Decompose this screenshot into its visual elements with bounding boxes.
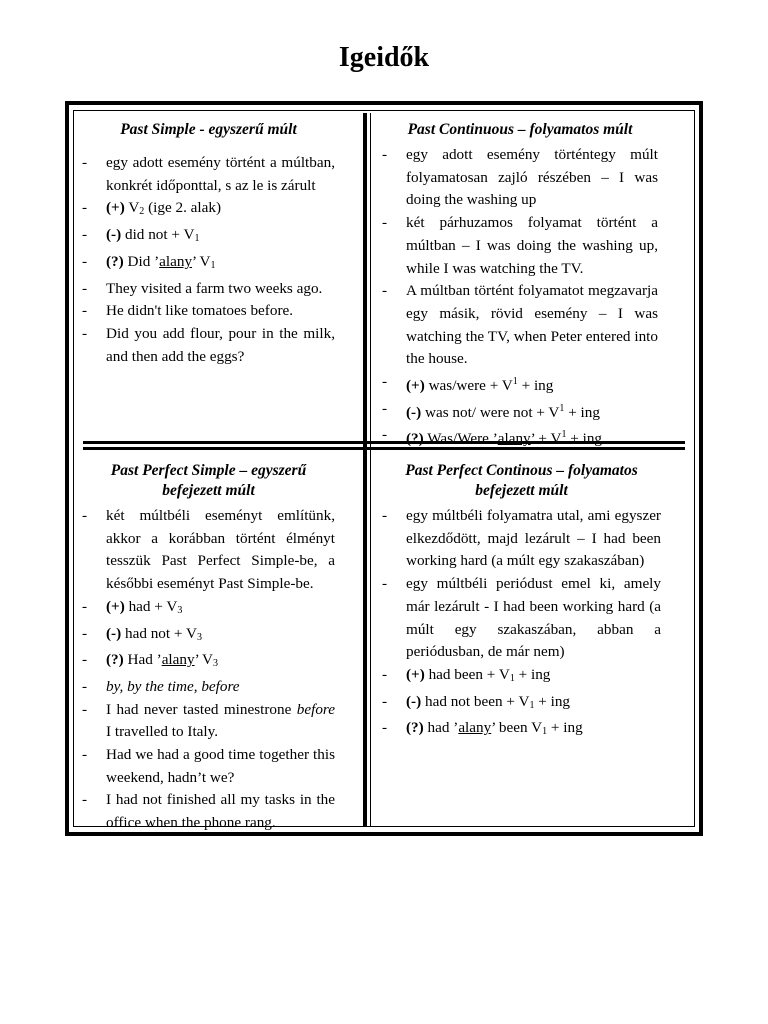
list-item: - két párhuzamos folyamat történt a múltban – I was doing the washing up, while I was watching the TV. — [382, 212, 658, 280]
cell-heading: Past Simple - egyszerű múlt — [120, 121, 297, 138]
list-item: - (+) $V_2$ (ige 2. alak) — [82, 197, 335, 224]
bullet-list — [82, 152, 335, 368]
cell-heading-line1: Past Perfect Continous – folyamatos — [405, 462, 638, 479]
column-divider — [363, 113, 367, 827]
cell-heading — [382, 461, 661, 501]
list-item: - (?) Had ’alany’ $V_3$ — [82, 649, 335, 676]
list-item: - (-) had not + $V_3$ — [82, 623, 335, 650]
list-item: - (+) had been + $V_1$ + ing — [382, 664, 661, 691]
cell-heading — [82, 461, 335, 501]
list-item: - They visited a farm two weeks ago. — [82, 278, 335, 301]
list-item: - két múltbéli eseményt említünk, akkor a korábban történt élményt tesszük Past Perfect Simple-be, a későbbi eseményt Past Simple-be. — [82, 505, 335, 596]
cell-past-perfect-simple — [82, 461, 335, 835]
cell-past-simple — [82, 120, 335, 368]
list-item: - (-) was not/ were not + $V^1$ + ing — [382, 398, 658, 425]
list-item: - (?) Did ’alany’ $V_1$ — [82, 251, 335, 278]
list-item: - (?) Was/Were ’alany’ + $V^1$ + ing — [382, 424, 658, 451]
list-item: - (?) had ’alany’ been $V_1$ + ing — [382, 717, 661, 744]
list-item: - (-) did not + $V_1$ — [82, 224, 335, 251]
cell-past-continuous — [382, 120, 658, 451]
cell-heading-line2: befejezett múlt — [162, 482, 255, 499]
bullet-list — [82, 505, 335, 835]
list-item: - egy adott esemény történtegy múlt folyamatosan zajló részében – I was doing the washing up — [382, 144, 658, 212]
bullet-list — [382, 505, 661, 744]
list-item: - He didn't like tomatoes before. — [82, 300, 335, 323]
list-item: - egy adott esemény történt a múltban, konkrét időponttal, s az le is zárult — [82, 152, 335, 197]
list-item: - (+) had + $V_3$ — [82, 596, 335, 623]
column-divider-thin — [370, 113, 372, 827]
list-item: - I had never tasted minestrone before I travelled to Italy. — [82, 699, 335, 744]
list-item: - egy múltbéli folyamatra utal, ami egyszer elkezdődött, majd lezárult – I had been working hard (a múlt egy szakaszában) — [382, 505, 661, 573]
list-item: - Had we had a good time together this weekend, hadn’t we? — [82, 744, 335, 789]
page-title: Igeidők — [338, 42, 430, 73]
list-item: - egy múltbéli periódust emel ki, amely már lezárult - I had been working hard (a múlt egy szakaszában, abban a periódusban, de már nem) — [382, 573, 661, 664]
cell-heading-line1: Past Perfect Simple – egyszerű — [110, 462, 307, 479]
cell-past-perfect-continuous — [382, 461, 661, 744]
bullet-list — [382, 144, 658, 451]
list-item: - Did you add flour, pour in the milk, and then add the eggs? — [82, 323, 335, 368]
list-item: - by, by the time, before — [82, 676, 335, 699]
cell-heading: Past Continuous – folyamatos múlt — [407, 121, 633, 138]
list-item: - A múltban történt folyamatot megzavarja egy másik, rövid esemény – I was watching the TV, when Peter entered into the house. — [382, 280, 658, 371]
cell-heading-line2: befejezett múlt — [475, 482, 568, 499]
list-item: - (+) was/were + $V^1$ + ing — [382, 371, 658, 398]
list-item: - (-) had not been + $V_1$ + ing — [382, 691, 661, 718]
list-item: - I had not finished all my tasks in the office when the phone rang. — [82, 789, 335, 834]
